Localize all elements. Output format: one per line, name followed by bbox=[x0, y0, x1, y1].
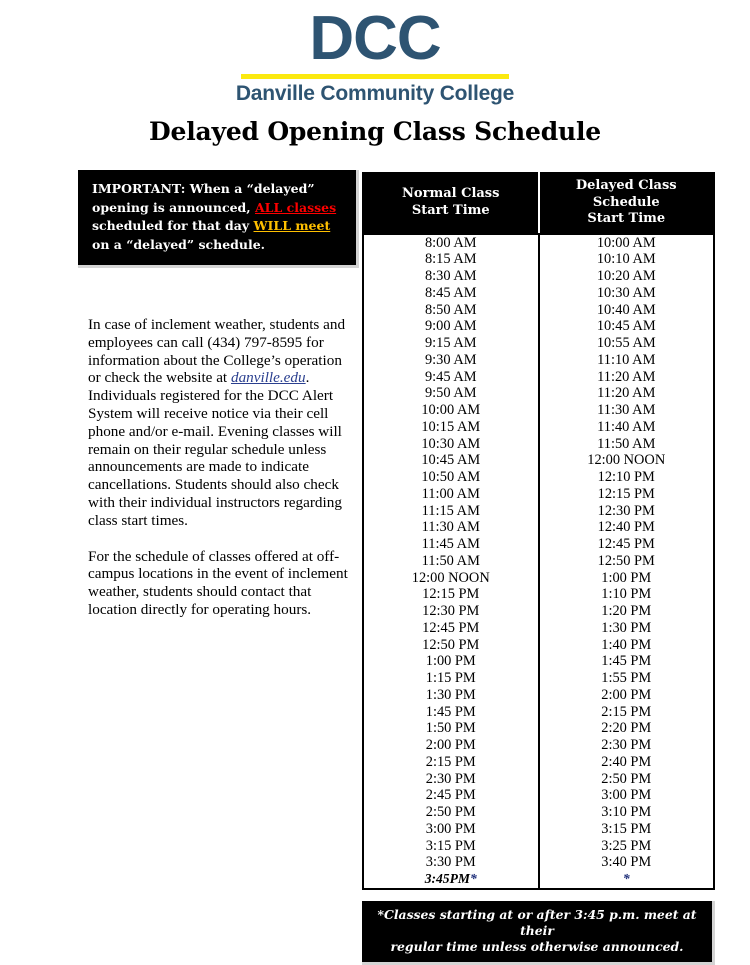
delayed-start-time-cell: 2:30 PM bbox=[539, 737, 715, 754]
delayed-start-time-cell: 2:20 PM bbox=[539, 720, 715, 737]
normal-start-time-cell: 2:45 PM bbox=[363, 787, 539, 804]
delayed-start-time-cell: 1:45 PM bbox=[539, 653, 715, 670]
table-row bbox=[363, 352, 714, 369]
normal-start-time-cell: 12:30 PM bbox=[363, 603, 539, 620]
inclement-weather-paragraph bbox=[78, 316, 361, 530]
table-row bbox=[363, 771, 714, 788]
table-header-row bbox=[363, 173, 714, 234]
table-row bbox=[363, 436, 714, 453]
table-row bbox=[363, 369, 714, 386]
normal-start-time-cell: 2:50 PM bbox=[363, 804, 539, 821]
delayed-header-line2: Start Time bbox=[587, 211, 666, 226]
footnote-box bbox=[362, 901, 715, 965]
para1-after-link: . Individuals registered for the DCC Alert System will receive notice via their cell phone and/or e-mail. Evening classes will remain on their regular schedule unless announcements are made to indicate cancellations. Students should also check with their individual instructors regarding class start times. bbox=[88, 369, 342, 529]
dcc-logo-wordmark: DCC bbox=[309, 4, 441, 73]
normal-start-time-cell-last bbox=[363, 871, 539, 889]
normal-start-time-cell: 1:45 PM bbox=[363, 704, 539, 721]
delayed-start-time-cell: 10:45 AM bbox=[539, 318, 715, 335]
table-row bbox=[363, 419, 714, 436]
normal-start-time-cell: 11:50 AM bbox=[363, 553, 539, 570]
table-row bbox=[363, 737, 714, 754]
schedule-table-body bbox=[363, 234, 714, 889]
delayed-start-time-cell: 3:25 PM bbox=[539, 838, 715, 855]
delayed-start-time-cell: 11:20 AM bbox=[539, 369, 715, 386]
page-title: Delayed Opening Class Schedule bbox=[149, 117, 601, 146]
left-column bbox=[78, 170, 361, 619]
table-row bbox=[363, 553, 714, 570]
normal-start-time-cell: 2:00 PM bbox=[363, 737, 539, 754]
table-row bbox=[363, 268, 714, 285]
normal-start-time-cell: 1:50 PM bbox=[363, 720, 539, 737]
delayed-header-line1: Delayed Class Schedule bbox=[575, 178, 677, 210]
important-mid: scheduled for that day bbox=[92, 218, 254, 233]
normal-header-line1: Normal Class bbox=[402, 186, 500, 202]
delayed-start-time-cell: 1:55 PM bbox=[539, 670, 715, 687]
normal-start-time-cell: 10:45 AM bbox=[363, 452, 539, 469]
important-lead: IMPORTANT: When a “delayed” opening is announced, bbox=[92, 181, 315, 215]
table-row bbox=[363, 385, 714, 402]
table-row bbox=[363, 821, 714, 838]
normal-start-time-cell: 1:00 PM bbox=[363, 653, 539, 670]
table-row bbox=[363, 302, 714, 319]
table-row bbox=[363, 251, 714, 268]
delayed-start-time-cell: 3:15 PM bbox=[539, 821, 715, 838]
table-row bbox=[363, 570, 714, 587]
delayed-start-time-cell: 3:40 PM bbox=[539, 854, 715, 871]
normal-start-time-cell: 10:30 AM bbox=[363, 436, 539, 453]
table-row-footnote bbox=[363, 871, 714, 889]
normal-start-time-cell: 11:45 AM bbox=[363, 536, 539, 553]
important-notice-box bbox=[78, 170, 359, 268]
delayed-start-time-cell: 1:30 PM bbox=[539, 620, 715, 637]
normal-start-time-cell: 12:15 PM bbox=[363, 586, 539, 603]
normal-start-time-cell: 9:00 AM bbox=[363, 318, 539, 335]
normal-start-time-cell: 10:50 AM bbox=[363, 469, 539, 486]
table-row bbox=[363, 804, 714, 821]
table-row bbox=[363, 318, 714, 335]
normal-start-time-cell: 8:50 AM bbox=[363, 302, 539, 319]
table-row bbox=[363, 536, 714, 553]
normal-start-time-cell: 8:15 AM bbox=[363, 251, 539, 268]
danville-edu-link[interactable]: danville.edu bbox=[230, 369, 306, 387]
delayed-start-time-cell: 11:50 AM bbox=[539, 436, 715, 453]
para1-before-link: In case of inclement weather, students and employees can call (434) 797-8595 for information about the College’s operation or check the website at bbox=[88, 316, 346, 387]
footnote-line-1: *Classes starting at or after 3:45 p.m. meet at their bbox=[377, 907, 697, 938]
table-row bbox=[363, 653, 714, 670]
normal-start-time-cell: 1:30 PM bbox=[363, 687, 539, 704]
delayed-start-time-cell: 1:20 PM bbox=[539, 603, 715, 620]
delayed-start-time-cell: 1:10 PM bbox=[539, 586, 715, 603]
last-row-time: 3:45PM bbox=[424, 871, 470, 886]
normal-start-time-cell: 2:30 PM bbox=[363, 771, 539, 788]
dcc-logo bbox=[0, 6, 750, 106]
important-highlight-red: ALL classes bbox=[254, 199, 337, 215]
delayed-start-time-cell: 2:40 PM bbox=[539, 754, 715, 771]
table-row bbox=[363, 603, 714, 620]
normal-start-time-cell: 11:15 AM bbox=[363, 503, 539, 520]
table-row bbox=[363, 637, 714, 654]
delayed-start-time-cell: 11:20 AM bbox=[539, 385, 715, 402]
normal-start-time-cell: 3:30 PM bbox=[363, 854, 539, 871]
normal-start-time-cell: 10:00 AM bbox=[363, 402, 539, 419]
footnote-line-2: regular time unless otherwise announced. bbox=[390, 939, 684, 954]
normal-start-time-cell: 9:30 AM bbox=[363, 352, 539, 369]
dcc-logo-tagline: Danville Community College bbox=[235, 82, 515, 105]
table-row bbox=[363, 670, 714, 687]
normal-start-time-cell: 9:45 AM bbox=[363, 369, 539, 386]
table-row bbox=[363, 503, 714, 520]
table-row bbox=[363, 486, 714, 503]
schedule-table-head bbox=[363, 173, 714, 234]
normal-start-time-cell: 8:30 AM bbox=[363, 268, 539, 285]
delayed-start-time-cell: 12:40 PM bbox=[539, 519, 715, 536]
important-tail: on a “delayed” schedule. bbox=[92, 236, 266, 252]
table-row bbox=[363, 519, 714, 536]
normal-start-time-cell: 3:00 PM bbox=[363, 821, 539, 838]
table-row bbox=[363, 787, 714, 804]
table-row bbox=[363, 335, 714, 352]
schedule-table-wrapper bbox=[362, 172, 715, 890]
delayed-start-time-cell: 3:10 PM bbox=[539, 804, 715, 821]
delayed-start-time-cell: 2:00 PM bbox=[539, 687, 715, 704]
delayed-start-time-cell: 10:30 AM bbox=[539, 285, 715, 302]
delayed-start-time-cell: 10:40 AM bbox=[539, 302, 715, 319]
off-campus-paragraph: For the schedule of classes offered at off-campus locations in the event of inclement weather, students should contact that location directly for operating hours. bbox=[88, 547, 348, 618]
normal-start-time-cell: 12:50 PM bbox=[363, 637, 539, 654]
delayed-start-time-cell: 10:10 AM bbox=[539, 251, 715, 268]
table-row bbox=[363, 687, 714, 704]
table-row bbox=[363, 402, 714, 419]
delayed-start-time-cell: 12:10 PM bbox=[539, 469, 715, 486]
delayed-start-time-cell: 10:00 AM bbox=[539, 234, 715, 252]
column-header-delayed-start-time bbox=[539, 173, 715, 234]
normal-start-time-cell: 9:50 AM bbox=[363, 385, 539, 402]
normal-start-time-cell: 8:45 AM bbox=[363, 285, 539, 302]
table-row bbox=[363, 854, 714, 871]
delayed-start-time-cell: 12:45 PM bbox=[539, 536, 715, 553]
dcc-logo-yellow-rule bbox=[241, 74, 509, 79]
table-row bbox=[363, 452, 714, 469]
table-row bbox=[363, 234, 714, 252]
normal-start-time-cell: 12:00 NOON bbox=[363, 570, 539, 587]
normal-header-line2: Start Time bbox=[411, 202, 490, 218]
column-header-normal-start-time bbox=[363, 173, 539, 234]
delayed-start-time-cell: 1:40 PM bbox=[539, 637, 715, 654]
table-row bbox=[363, 586, 714, 603]
table-row bbox=[363, 754, 714, 771]
delayed-start-time-cell: 3:00 PM bbox=[539, 787, 715, 804]
delayed-start-time-cell: 11:10 AM bbox=[539, 352, 715, 369]
table-row bbox=[363, 720, 714, 737]
table-row bbox=[363, 469, 714, 486]
delayed-start-time-cell: 10:55 AM bbox=[539, 335, 715, 352]
delayed-start-time-cell: 11:30 AM bbox=[539, 402, 715, 419]
schedule-table bbox=[362, 172, 715, 890]
normal-start-time-cell: 11:00 AM bbox=[363, 486, 539, 503]
table-row bbox=[363, 704, 714, 721]
table-row bbox=[363, 620, 714, 637]
important-notice-text bbox=[92, 180, 346, 254]
normal-start-time-cell: 8:00 AM bbox=[363, 234, 539, 252]
delayed-start-time-cell-last: * bbox=[539, 871, 715, 889]
normal-start-time-cell: 3:15 PM bbox=[363, 838, 539, 855]
important-highlight-gold: WILL meet bbox=[253, 218, 331, 233]
delayed-start-time-cell: 10:20 AM bbox=[539, 268, 715, 285]
delayed-start-time-cell: 11:40 AM bbox=[539, 419, 715, 436]
normal-start-time-cell: 9:15 AM bbox=[363, 335, 539, 352]
delayed-start-time-cell: 1:00 PM bbox=[539, 570, 715, 587]
normal-start-time-cell: 1:15 PM bbox=[363, 670, 539, 687]
table-row bbox=[363, 285, 714, 302]
table-row bbox=[363, 838, 714, 855]
normal-start-time-cell: 10:15 AM bbox=[363, 419, 539, 436]
delayed-start-time-cell: 12:00 NOON bbox=[539, 452, 715, 469]
normal-start-time-cell: 2:15 PM bbox=[363, 754, 539, 771]
delayed-start-time-cell: 12:15 PM bbox=[539, 486, 715, 503]
delayed-start-time-cell: 2:15 PM bbox=[539, 704, 715, 721]
last-row-asterisk: * bbox=[470, 871, 477, 886]
delayed-start-time-cell: 12:50 PM bbox=[539, 553, 715, 570]
delayed-start-time-cell: 12:30 PM bbox=[539, 503, 715, 520]
delayed-start-time-cell: 2:50 PM bbox=[539, 771, 715, 788]
normal-start-time-cell: 12:45 PM bbox=[363, 620, 539, 637]
normal-start-time-cell: 11:30 AM bbox=[363, 519, 539, 536]
